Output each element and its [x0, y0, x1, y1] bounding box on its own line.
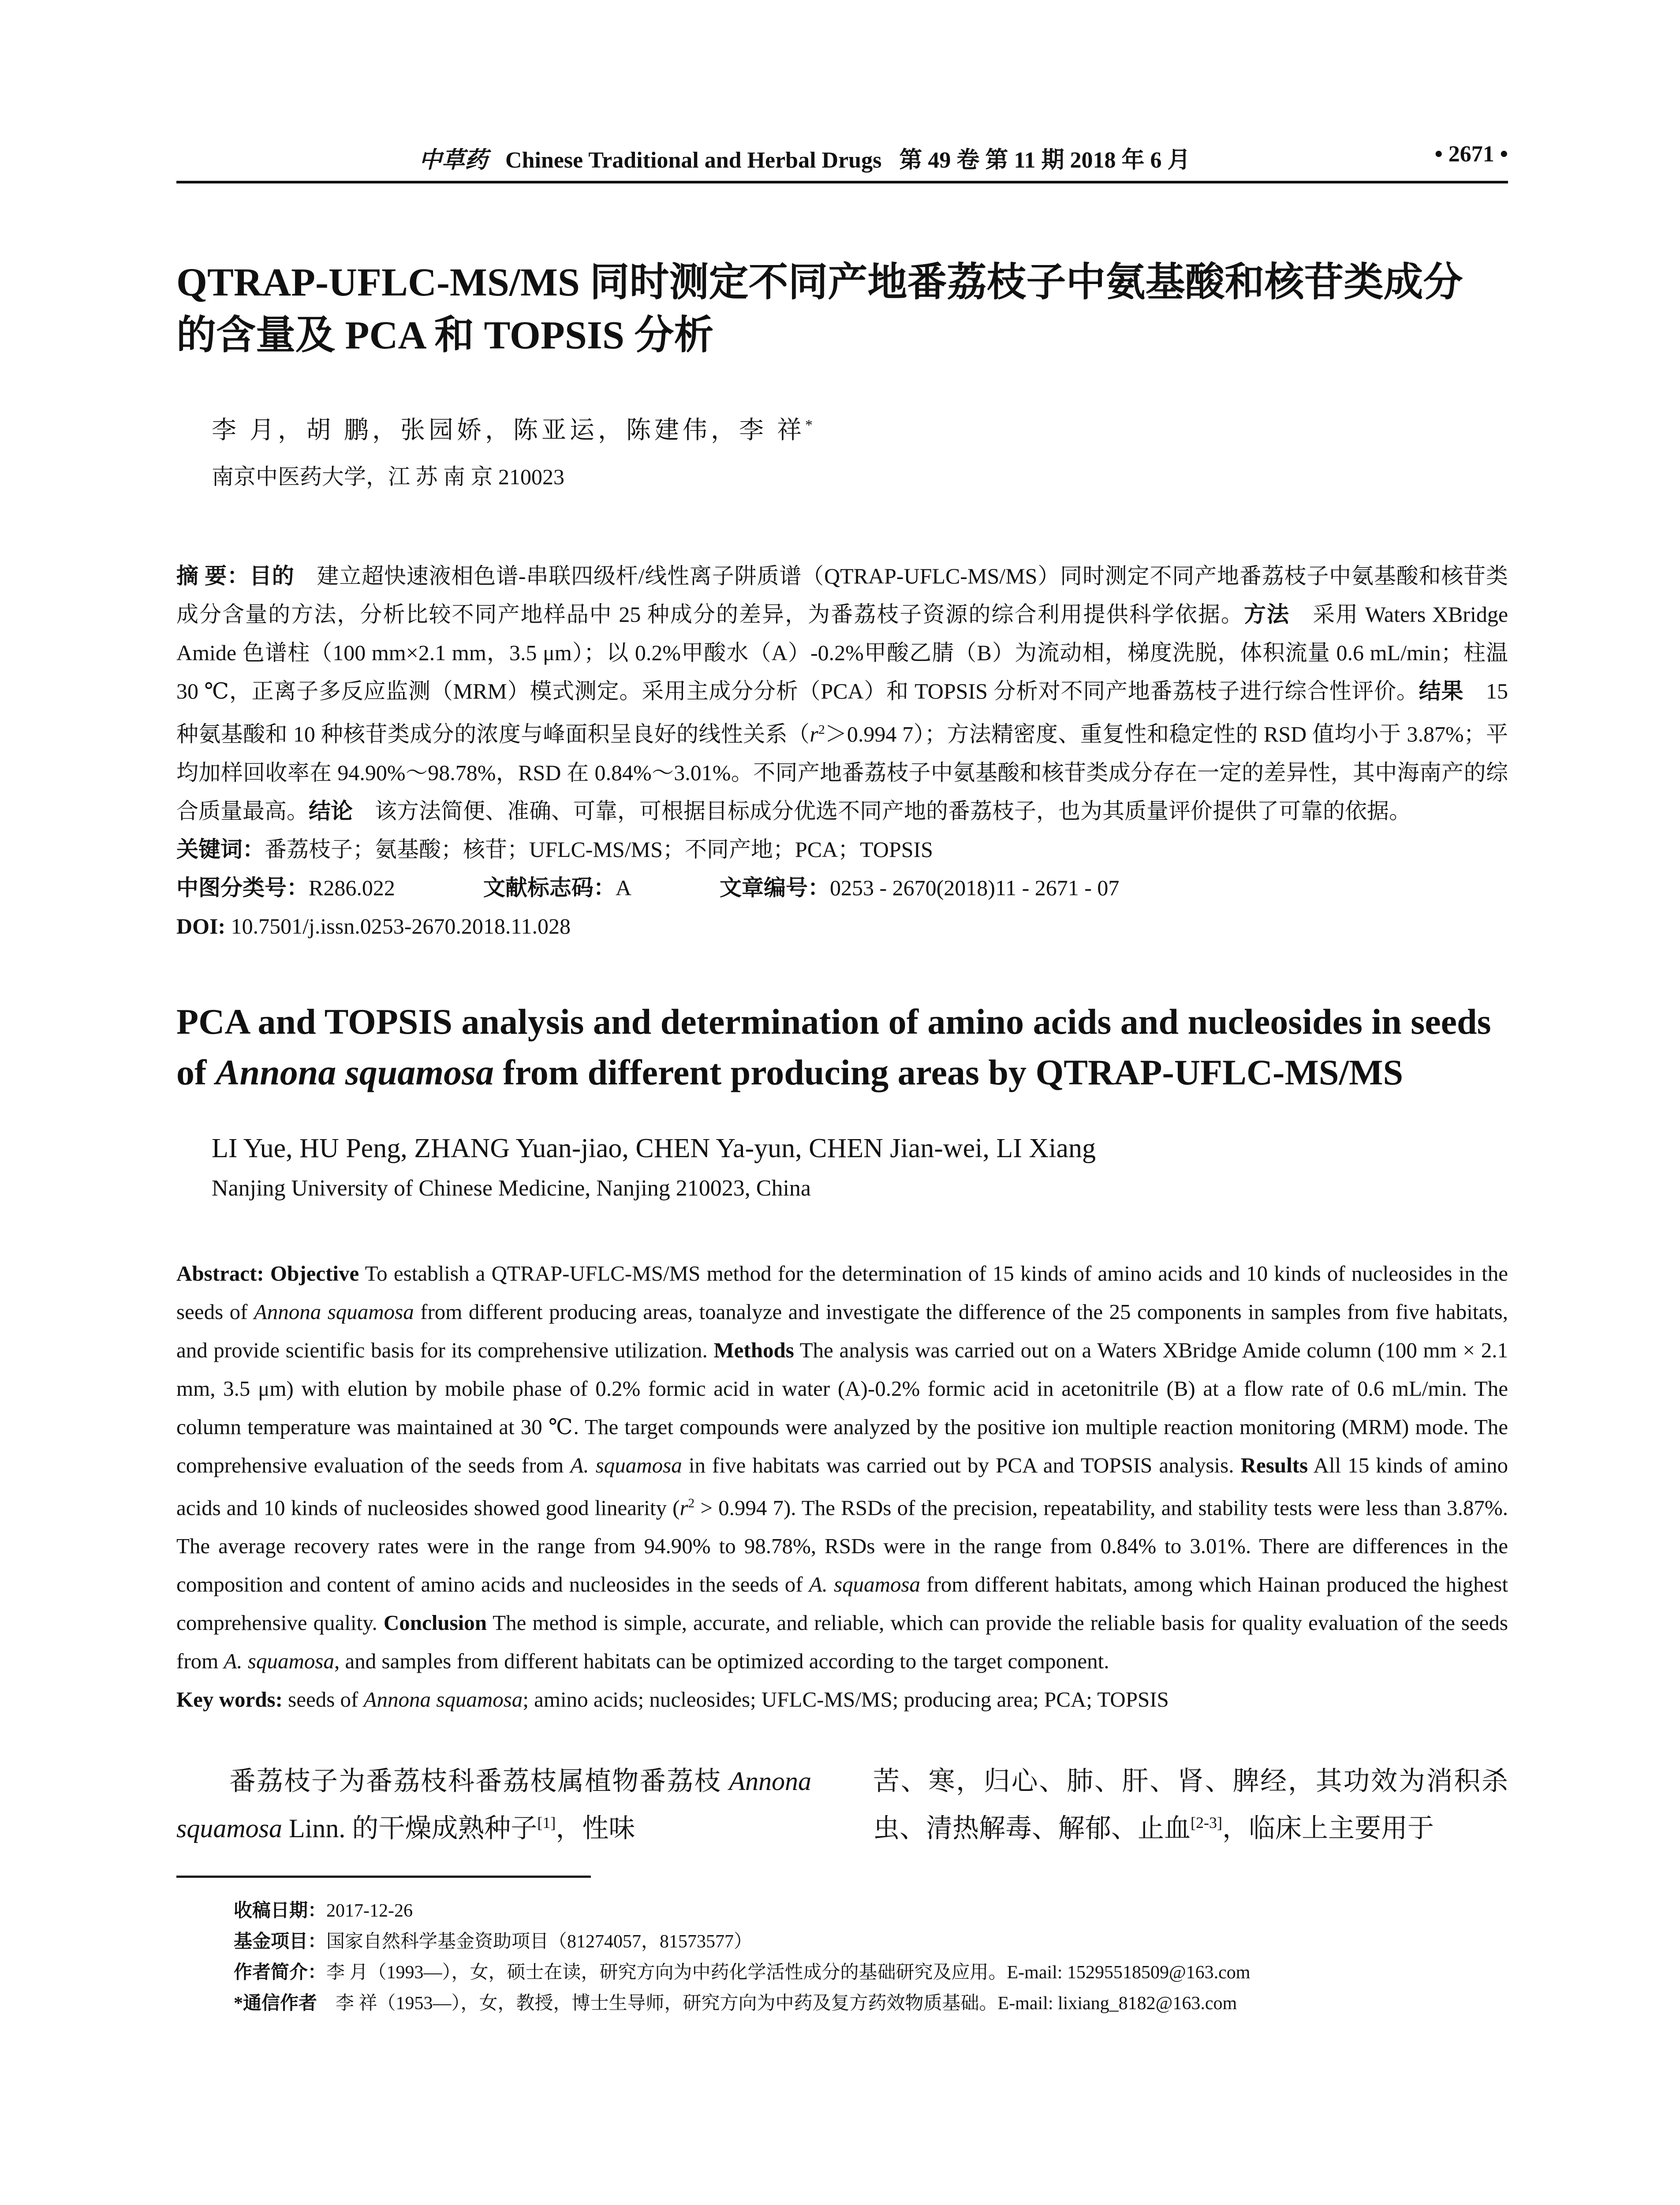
- article-no-label: 文章编号：: [719, 875, 830, 900]
- doi-line: [176, 907, 1508, 946]
- ref-1: [1]: [537, 1813, 556, 1831]
- conclusion-text: 该方法简便、准确、可靠，可根据目标成分优选不同产地的番荔枝子，也为其质量评价提供了可靠的依据。: [375, 798, 1411, 823]
- conclusion-en-text-b: , and samples from different habitats can be optimized according to the target component.: [334, 1648, 1109, 1673]
- methods-en-label: Methods: [713, 1338, 794, 1362]
- paper-page: [176, 132, 1508, 2019]
- ref-2-3: [2-3]: [1191, 1813, 1222, 1831]
- running-header: [176, 132, 1508, 183]
- results-sup: 2: [818, 722, 825, 737]
- objective-en-label: Objective: [270, 1261, 359, 1286]
- results-label: 结果: [1419, 679, 1464, 703]
- author-bio: 李 月（1993—），女，硕士在读，研究方向为中药化学活性成分的基础研究及应用。E-mail: 15295518509@163.com: [326, 1962, 1251, 1983]
- methods-en-species: A. squamosa: [570, 1453, 682, 1477]
- footnote-received: [234, 1895, 1508, 1926]
- keywords-en-label: Key words:: [176, 1687, 283, 1712]
- fund-value: 国家自然科学基金资助项目（81274057，81573577）: [326, 1931, 753, 1952]
- title-english-species: Annona squamosa: [215, 1052, 494, 1092]
- methods-en-text-b: in five habitats was carried out by PCA and TOPSIS analysis.: [682, 1453, 1234, 1477]
- body-column-left: [176, 1760, 811, 1849]
- results-text-a: 15 种氨基酸和 10 种核苷类成分的浓度与峰面积呈良好的线性关系（: [176, 679, 1508, 747]
- title-english-part2: from different producing areas by QTRAP-UFLC-MS/MS: [494, 1052, 1404, 1092]
- methods-en-text-a: The analysis was carried out on a Waters XBridge Amide column (100 mm × 2.1 mm, 3.5 μm) with elution by mobile phase of 0.2% formic acid in water (A)-0.2% formic acid in acetonitrile (B) at a flow rate of 0.6 mL/min. The column temperature was maintained at 30 ℃. The target compounds were analyzed by the positive ion multiple reaction monitoring (MRM) mode. The comprehensive evaluation of the seeds from: [176, 1338, 1508, 1477]
- keywords-chinese: [176, 830, 1508, 869]
- abstract-en-label: Abstract:: [176, 1261, 264, 1286]
- doi-label: DOI:: [176, 913, 226, 938]
- results-r: r: [810, 721, 818, 747]
- methods-text: 采用 Waters XBridge Amide 色谱柱（100 mm×2.1 mm，3.5 μm）；以 0.2%甲酸水（A）-0.2%甲酸乙腈（B）为流动相，梯度洗脱，体积流量 0.6 mL/min；柱温 30 ℃，正离子多反应监测（MRM）模式测定。采用主成分分析（PCA）和 TOPSIS 分析对不同产地番荔枝子进行综合性评价。: [176, 602, 1508, 703]
- objective-text: 建立超快速液相色谱-串联四级杆/线性离子阱质谱（QTRAP-UFLC-MS/MS）同时测定不同产地番荔枝子中氨基酸和核苷类成分含量的方法，分析比较不同产地样品中 25 种成分的差异，为番荔枝子资源的综合利用提供科学依据。: [176, 564, 1508, 627]
- keywords-english: [176, 1680, 1508, 1719]
- body-column-right: [873, 1760, 1508, 1849]
- received-date: 2017-12-26: [326, 1900, 413, 1921]
- footnotes: [234, 1895, 1508, 2019]
- journal-issue: 第 49 卷 第 11 期 2018 年 6 月: [899, 148, 1191, 173]
- footnote-divider: [176, 1876, 591, 1878]
- objective-en-species: Annona squamosa: [254, 1299, 414, 1324]
- corresponding-mark: *: [805, 417, 816, 434]
- title-english-part1: PCA and TOPSIS analysis and determination of amino acids and nucleosides in seeds of: [176, 1001, 1491, 1092]
- objective-en-text-b: from different producing areas, toanalyze and investigate the difference of the 25 components in samples from five habitats, and provide scientific basis for its comprehensive utilization.: [176, 1299, 1508, 1362]
- clc-label: 中图分类号：: [176, 875, 309, 900]
- affiliation-chinese: 南京中医药大学，江 苏 南 京 210023: [212, 464, 564, 489]
- article-no-value: 0253 - 2670(2018)11 - 2671 - 07: [829, 875, 1120, 900]
- conclusion-en-species: A. squamosa: [224, 1648, 334, 1673]
- objective-en-text-a: To establish a QTRAP-UFLC-MS/MS method for the determination of 15 kinds of amino acids and 10 kinds of nucleosides in the seeds of: [176, 1261, 1508, 1324]
- keywords-label: 关键词：: [176, 837, 265, 862]
- keywords-en-pre: seeds of: [288, 1687, 364, 1712]
- abstract-chinese: [176, 557, 1508, 946]
- authors-chinese: [212, 411, 1508, 446]
- body-paragraph-right: [873, 1760, 1508, 1849]
- body-right-b: ，临床上主要用于: [1222, 1813, 1434, 1843]
- abstract-english: [176, 1254, 1508, 1719]
- body-left-a: 番荔枝子为番荔枝科番荔枝属植物番荔枝: [229, 1766, 729, 1796]
- results-en-r: r: [679, 1495, 688, 1520]
- affiliation-english: Nanjing University of Chinese Medicine, Nanjing 210023, China: [212, 1175, 811, 1201]
- classification-line: [176, 869, 1508, 907]
- results-en-label: Results: [1240, 1453, 1308, 1477]
- results-en-text-b: > 0.994 7). The RSDs of the precision, repeatability, and stability tests were less than 3.87%. The average recovery rates were in the range from 94.90% to 98.78%, RSDs were in the range from 0.84% to 3.01%. There are differences in the composition and content of amino acids and nucleosides in the seeds of: [176, 1495, 1508, 1596]
- footnote-author: [234, 1957, 1508, 1988]
- objective-label: 目的: [249, 564, 295, 588]
- keywords-value: 番荔枝子；氨基酸；核苷；UFLC-MS/MS；不同产地；PCA；TOPSIS: [265, 837, 933, 862]
- abstract-label: 摘 要：: [176, 564, 250, 588]
- conclusion-label: 结论: [309, 798, 353, 823]
- doi-value: 10.7501/j.issn.0253-2670.2018.11.028: [231, 913, 571, 938]
- conclusion-en-text-a: The method is simple, accurate, and reliable, which can provide the reliable basis for quality evaluation of the seeds from: [176, 1610, 1508, 1673]
- journal-info: [419, 141, 1190, 174]
- body-right-a: 苦、寒，归心、肺、肝、肾、脾经，其功效为消积杀虫、清热解毒、解郁、止血: [873, 1766, 1508, 1843]
- body-paragraph-left: [176, 1760, 811, 1849]
- author-list-chinese: 李 月，胡 鹏，张园娇，陈亚运，陈建伟，李 祥: [212, 417, 805, 444]
- results-text-b: ＞0.994 7）；方法精密度、重复性和稳定性的 RSD 值均小于 3.87%；平均加样回收率在 94.90%～98.78%，RSD 在 0.84%～3.01%。不同产地番荔枝子中氨基酸和核苷类成分存在一定的差异性，其中海南产的综合质量最高。: [176, 721, 1508, 823]
- corresponding-label: *通信作者: [234, 1993, 317, 2014]
- doc-code-value: A: [615, 875, 631, 900]
- results-en-species: A. squamosa: [809, 1572, 921, 1596]
- body-left-b: Linn. 的干燥成熟种子: [282, 1813, 538, 1843]
- title-chinese: QTRAP-UFLC-MS/MS 同时测定不同产地番荔枝子中氨基酸和核苷类成分的含量及 PCA 和 TOPSIS 分析: [176, 261, 1463, 357]
- abstract-english-text: [176, 1254, 1508, 1680]
- keywords-en-species: Annona squamosa: [363, 1687, 523, 1712]
- received-label: 收稿日期：: [234, 1900, 327, 1921]
- author-bio-label: 作者简介：: [234, 1962, 327, 1983]
- results-en-text-c: from different habitats, among which Hainan produced the highest comprehensive quality.: [176, 1572, 1508, 1635]
- footnote-fund: [234, 1926, 1508, 1957]
- results-en-sup: 2: [688, 1496, 695, 1510]
- body-left-c: ，性味: [556, 1813, 635, 1843]
- page-number: • 2671 •: [1434, 142, 1508, 167]
- journal-english-name: Chinese Traditional and Herbal Drugs: [505, 148, 882, 173]
- abstract-chinese-text: [176, 557, 1508, 830]
- journal-mark: 中草药: [419, 148, 488, 173]
- results-en-text-a: All 15 kinds of amino acids and 10 kinds of nucleosides showed good linearity (: [176, 1453, 1508, 1520]
- body-left-species: Annona squamosa: [176, 1766, 811, 1843]
- title-english: [176, 996, 1508, 1098]
- fund-label: 基金项目：: [234, 1931, 327, 1952]
- methods-label: 方法: [1243, 602, 1290, 627]
- corresponding-bio: 李 祥（1953—），女，教授，博士生导师，研究方向为中药及复方药效物质基础。E-mail: lixiang_8182@163.com: [336, 1993, 1237, 2014]
- footnote-corresponding: [234, 1988, 1508, 2019]
- body-text: [176, 1760, 1508, 1849]
- doc-code-label: 文献标志码：: [483, 875, 616, 900]
- authors-english: LI Yue, HU Peng, ZHANG Yuan-jiao, CHEN Ya-yun, CHEN Jian-wei, LI Xiang: [212, 1133, 1096, 1163]
- clc-value: R286.022: [309, 875, 395, 900]
- keywords-en-post: ; amino acids; nucleosides; UFLC-MS/MS; producing area; PCA; TOPSIS: [523, 1687, 1169, 1712]
- conclusion-en-label: Conclusion: [383, 1610, 487, 1635]
